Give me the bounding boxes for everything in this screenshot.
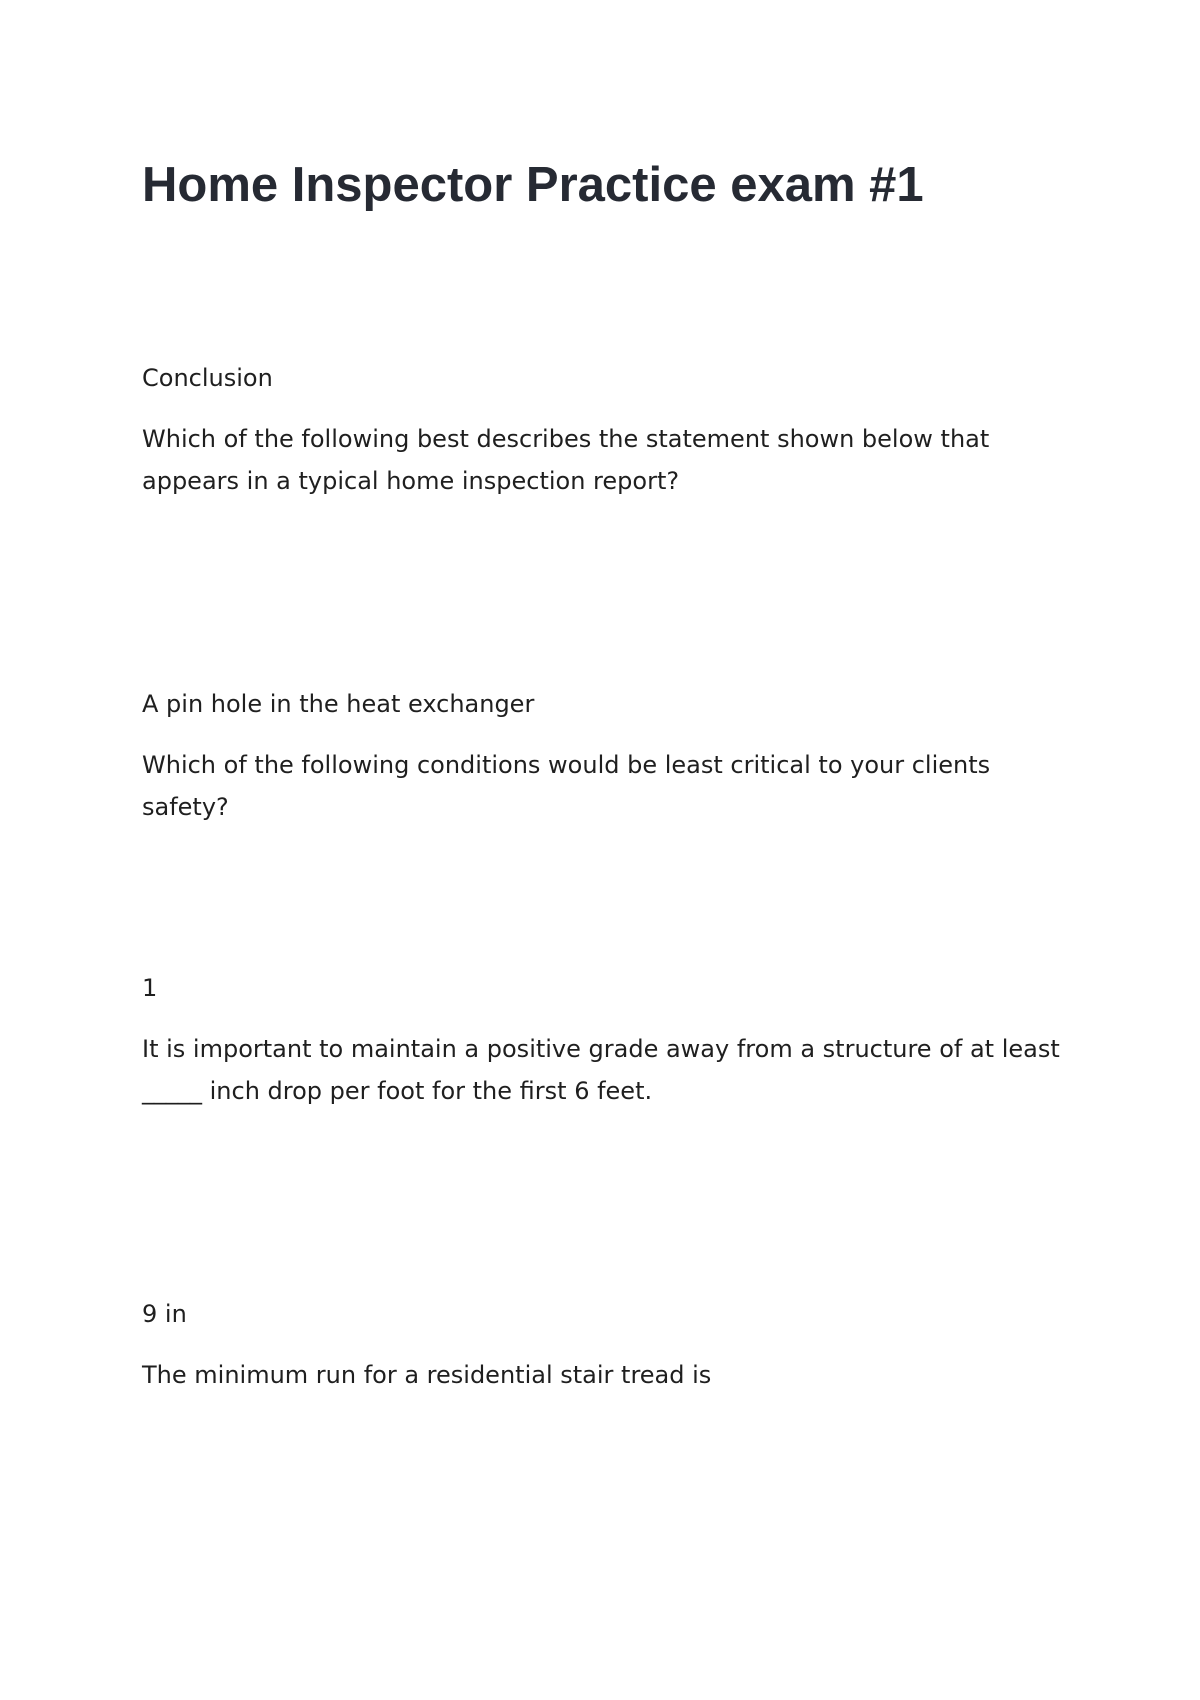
flashcard: [142, 1298, 1082, 1396]
flashcard-answer: 1: [142, 974, 158, 1002]
flashcard: [142, 362, 1082, 502]
page-title: Home Inspector Practice exam #1: [142, 158, 924, 212]
flashcard-question: It is important to maintain a positive grade away from a structure of at least _____ inch drop per foot for the first 6 feet.: [142, 1035, 1060, 1105]
flashcard: [142, 972, 1082, 1112]
flashcard-answer: 9 in: [142, 1300, 187, 1328]
flashcard-question: Which of the following best describes the statement shown below that appears in a typical home inspection report?: [142, 425, 990, 495]
flashcard-question: The minimum run for a residential stair tread is: [142, 1361, 712, 1389]
flashcard-answer: A pin hole in the heat exchanger: [142, 690, 535, 718]
flashcard-question: Which of the following conditions would be least critical to your clients safety?: [142, 751, 991, 821]
flashcard-answer: Conclusion: [142, 364, 273, 392]
flashcard: [142, 688, 1082, 828]
